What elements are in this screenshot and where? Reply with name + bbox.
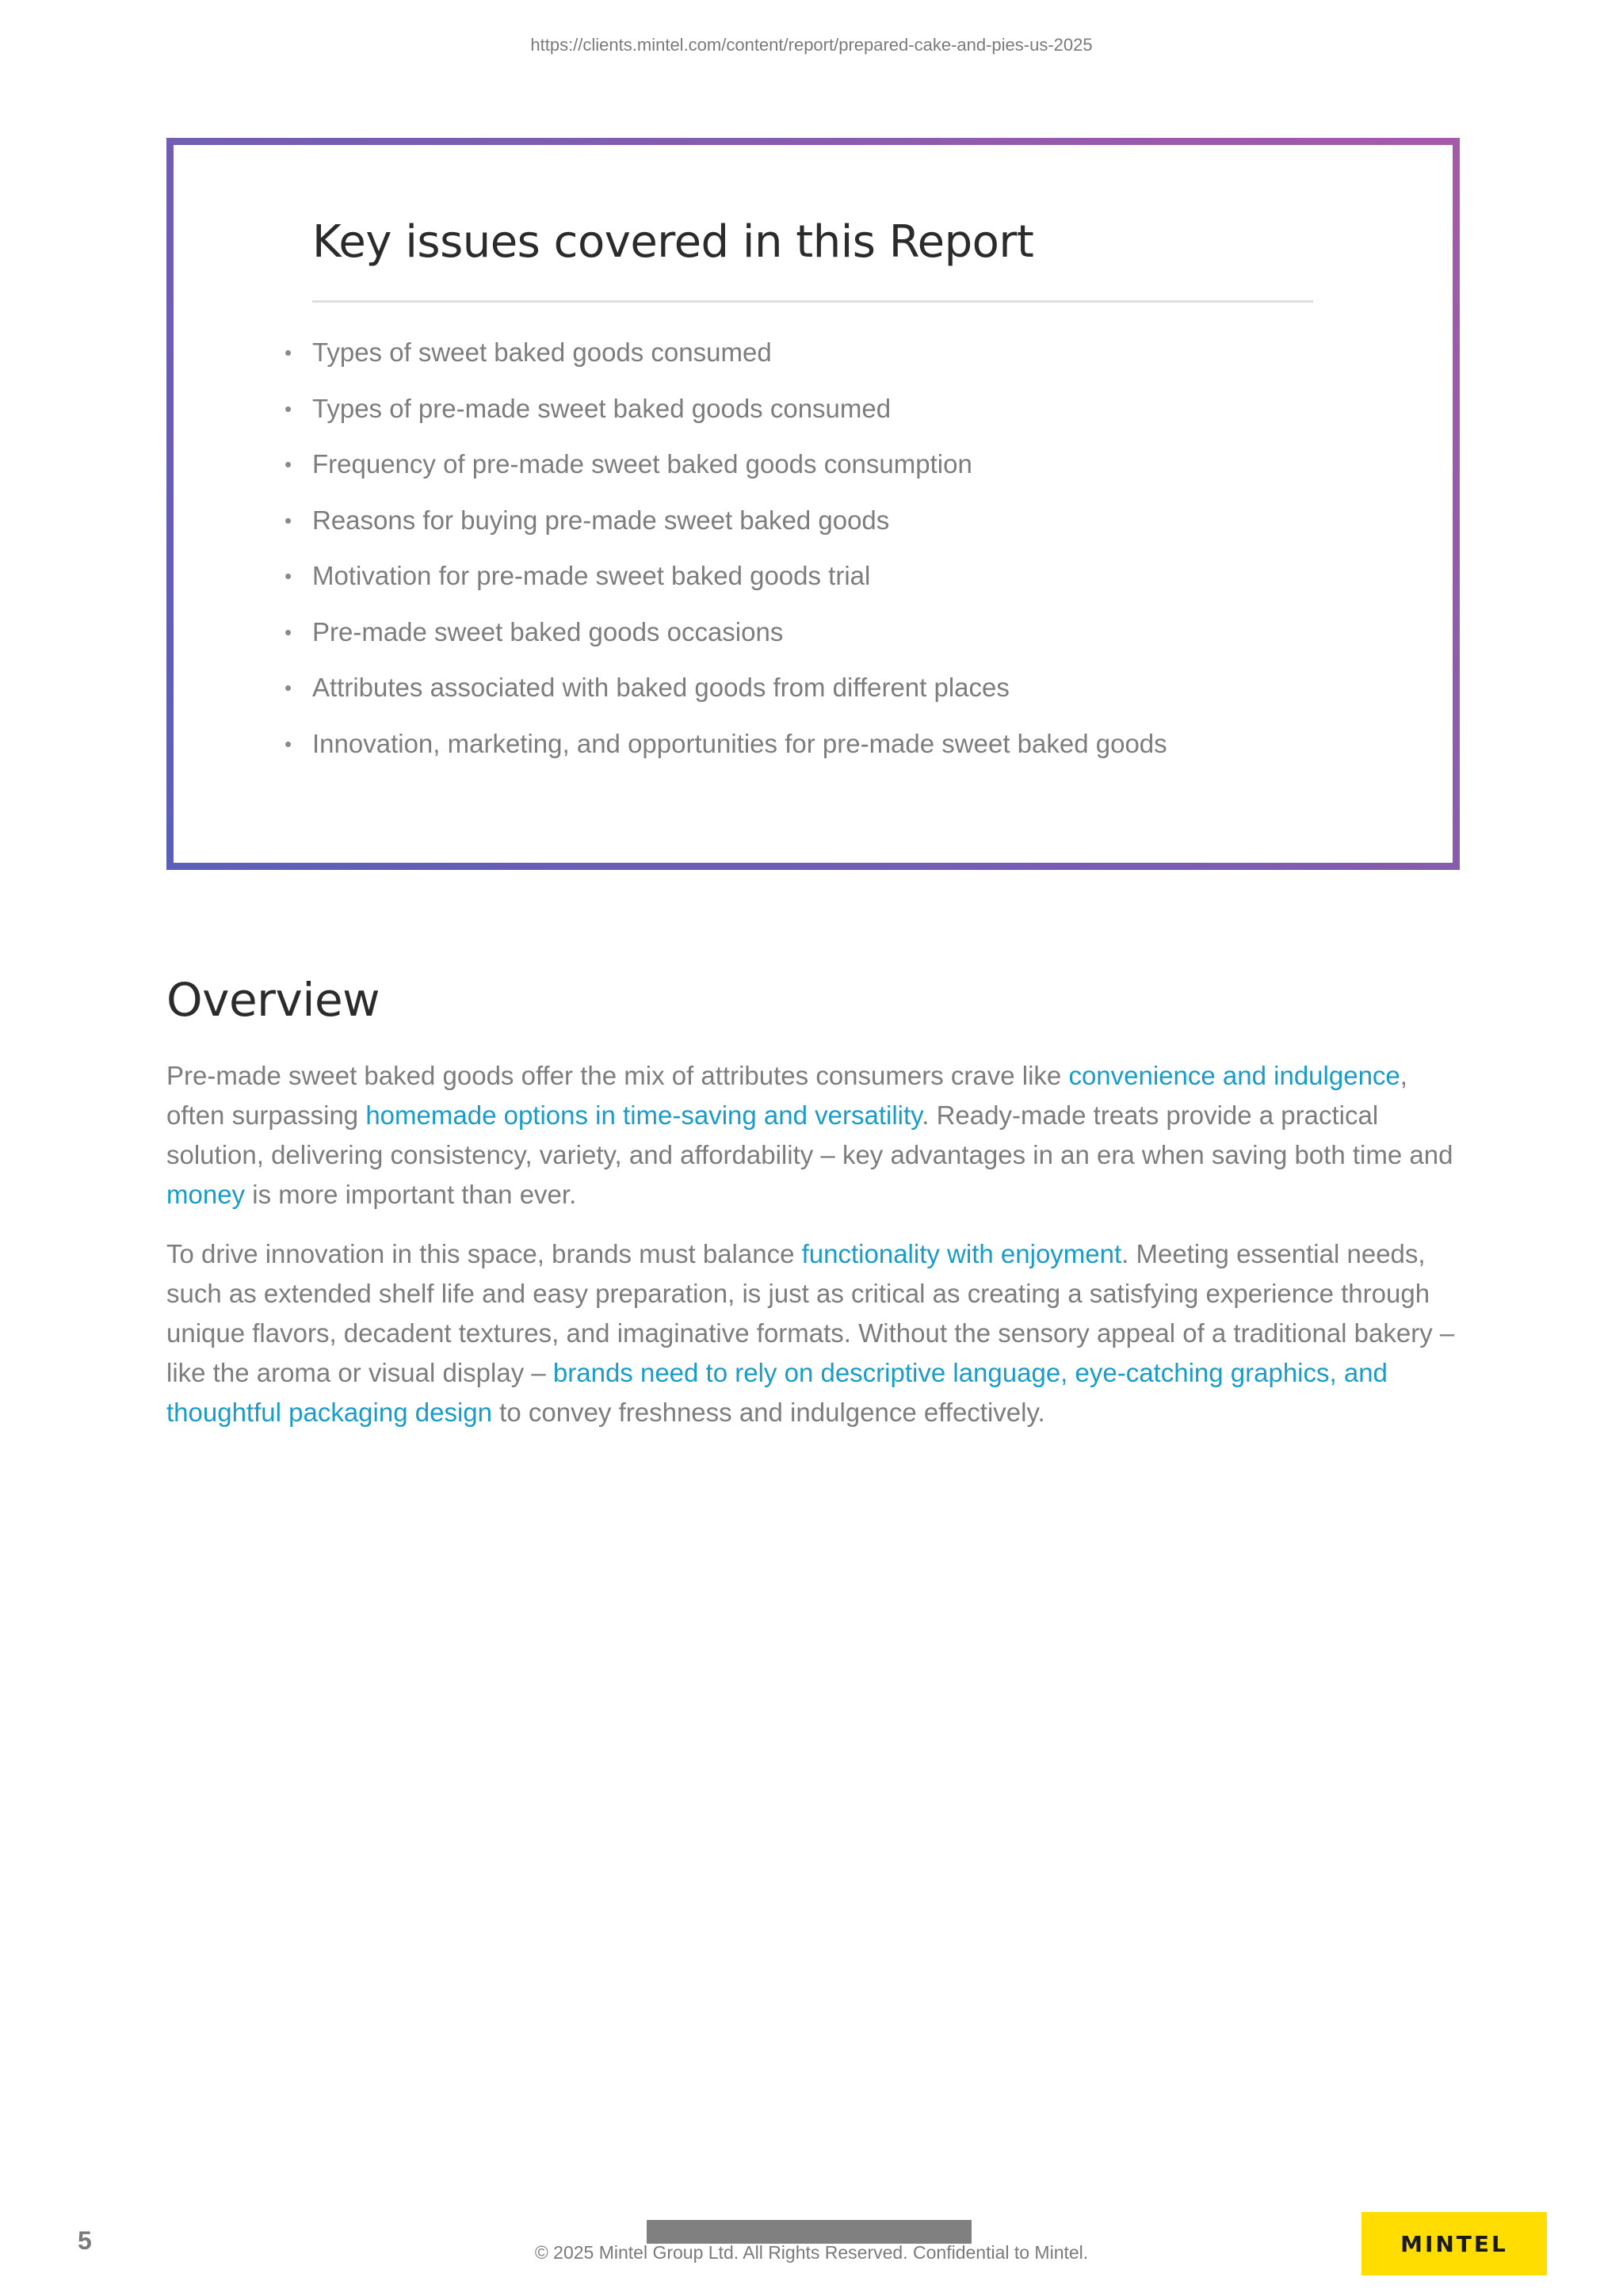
bullet-icon: •: [285, 731, 292, 756]
bullet-icon: •: [285, 564, 292, 588]
paragraph-text: Pre-made sweet baked goods offer the mix of attributes consumers crave like: [166, 1061, 1069, 1090]
footer-redaction-bar: [647, 2220, 972, 2244]
list-item-text: Innovation, marketing, and opportunities for pre-made sweet baked goods: [312, 728, 1167, 758]
list-item-text: Pre-made sweet baked goods occasions: [312, 616, 784, 646]
bullet-icon: •: [285, 620, 292, 644]
bullet-icon: •: [285, 396, 292, 421]
list-item-text: Motivation for pre-made sweet baked goods trial: [312, 561, 871, 590]
page-url: https://clients.mintel.com/content/report/prepared-cake-and-pies-us-2025: [530, 35, 1093, 55]
page-number: 5: [78, 2226, 92, 2255]
list-item: [285, 667, 1167, 723]
link-money[interactable]: money: [166, 1180, 246, 1209]
key-issues-title: Key issues covered in this Report: [312, 216, 1034, 268]
mintel-logo: [1361, 2212, 1547, 2275]
list-item: [285, 332, 1167, 388]
bullet-icon: •: [285, 452, 292, 476]
bullet-icon: •: [285, 341, 292, 364]
paragraph-text: , often surpassing: [166, 1061, 1407, 1130]
list-item: [285, 612, 1167, 668]
list-item: [285, 500, 1167, 556]
overview-paragraph-1: [166, 1056, 1466, 1215]
copyright-notice: © 2025 Mintel Group Ltd. All Rights Reserved. Confidential to Mintel.: [534, 2242, 1089, 2263]
paragraph-text: To drive innovation in this space, brands must balance: [166, 1239, 802, 1268]
link-functionality-with-enjoyment[interactable]: functionality with enjoyment: [801, 1239, 1122, 1268]
overview-paragraph-2: [166, 1234, 1466, 1432]
paragraph-text: to convey freshness and indulgence effectively.: [492, 1398, 1045, 1427]
list-item-text: Attributes associated with baked goods from different places: [312, 673, 1010, 702]
overview-heading: Overview: [166, 973, 380, 1027]
list-item-text: Types of pre-made sweet baked goods consumed: [312, 393, 892, 423]
list-item: [285, 388, 1167, 444]
list-item-text: Reasons for buying pre-made sweet baked goods: [312, 505, 890, 535]
list-item-text: Types of sweet baked goods consumed: [312, 338, 772, 367]
list-item: [285, 723, 1167, 780]
bullet-icon: •: [285, 508, 292, 532]
paragraph-text: . Ready-made treats provide a practical solution, delivering consistency, variety, and affordability – key advantages in an era when saving both time and: [166, 1100, 1453, 1169]
bullet-icon: •: [285, 676, 292, 700]
key-issues-list: [285, 332, 1167, 779]
link-convenience-and-indulgence[interactable]: convenience and indulgence: [1068, 1061, 1400, 1090]
paragraph-text: is more important than ever.: [245, 1180, 577, 1209]
list-item: [285, 555, 1167, 612]
logo-text: MINTEL: [1400, 2230, 1508, 2257]
list-item-text: Frequency of pre-made sweet baked goods consumption: [312, 449, 972, 479]
list-item: [285, 444, 1167, 500]
paragraph-text: . Meeting essential needs, such as extended shelf life and easy preparation, is just as critical as creating a satisfying experience through unique flavors, decadent textures, and imaginative formats. Without the sensory appeal of a traditional bakery – like the aroma or visual display –: [166, 1239, 1455, 1387]
link-brands-descriptive-language[interactable]: brands need to rely on descriptive language, eye-catching graphics, and thoughtful packaging design: [166, 1358, 1388, 1427]
key-issues-box: [166, 138, 1460, 870]
link-homemade-options[interactable]: homemade options in time-saving and versatility: [365, 1100, 922, 1130]
key-issues-divider: [312, 300, 1313, 303]
